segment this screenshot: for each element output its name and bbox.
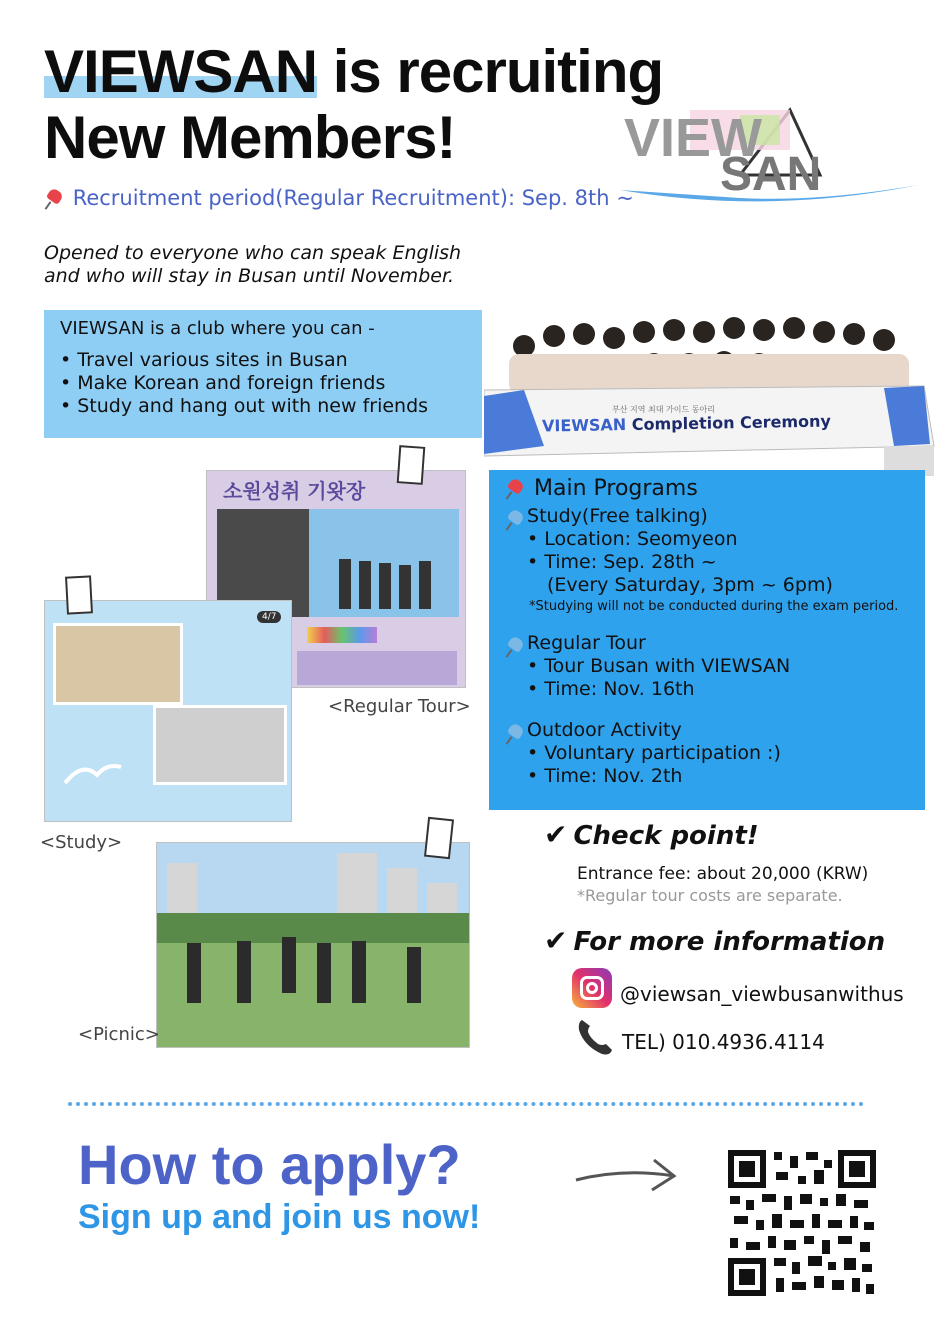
eligibility-text — [44, 242, 461, 288]
club-list — [60, 349, 466, 418]
banner-rest: Completion Ceremony — [626, 411, 832, 435]
qr-code[interactable] — [728, 1150, 876, 1296]
candy-decoration — [307, 627, 377, 643]
dotted-divider — [68, 1102, 864, 1106]
picnic-caption: <Picnic> — [78, 1024, 160, 1045]
title-line-2: New Members! — [44, 104, 456, 171]
regular-tour-caption: <Regular Tour> — [328, 696, 471, 717]
sign-up-text: Sign up and join us now! — [78, 1198, 481, 1236]
tape-decoration — [65, 575, 93, 614]
pushpin-icon — [44, 188, 66, 210]
list-item: • Voluntary participation :) — [527, 742, 909, 765]
info-heading-text: For more information — [573, 927, 886, 957]
list-item: • Location: Seomyeon — [527, 528, 909, 551]
study-photo — [44, 600, 292, 822]
pushpin-icon — [505, 509, 521, 525]
instagram-icon[interactable] — [572, 968, 612, 1008]
checkmark-icon: ✔ — [544, 924, 568, 957]
main-programs-box — [489, 470, 925, 810]
eligibility-line-1: Opened to everyone who can speak English — [44, 242, 462, 264]
viewsan-logo — [620, 90, 920, 210]
picnic-photo — [156, 842, 470, 1048]
title-rest: is recruiting — [317, 38, 664, 105]
outdoor-details — [505, 742, 909, 788]
phone-icon — [576, 1016, 616, 1058]
tape-decoration — [397, 445, 426, 485]
info-heading — [544, 924, 885, 957]
study-note: *Studying will not be conducted during the exam period. — [529, 599, 899, 614]
logo-text-top: VIEW — [624, 108, 763, 168]
pushpin-icon — [505, 478, 527, 500]
list-item: • Time: Sep. 28th ~ — [527, 551, 909, 574]
study-details — [505, 528, 909, 574]
checkpoint-heading-text: Check point! — [573, 821, 759, 851]
page-indicator: 4/7 — [257, 611, 281, 623]
checkmark-icon: ✔ — [544, 818, 568, 851]
pushpin-icon — [505, 636, 521, 652]
tour-program-title — [505, 632, 909, 655]
list-item: • Travel various sites in Busan — [60, 349, 466, 372]
title-line-1 — [44, 40, 663, 104]
seagull-icon — [63, 753, 123, 793]
how-to-apply-heading: How to apply? — [78, 1133, 461, 1196]
outdoor-title-text: Outdoor Activity — [527, 719, 682, 741]
checkpoint-heading — [544, 818, 759, 851]
programs-heading — [505, 476, 909, 501]
club-description-box — [44, 310, 482, 438]
recruitment-period-text: Recruitment period(Regular Recruitment): Sep. 8th ~ — [72, 186, 634, 210]
group-tour-photo — [309, 509, 459, 617]
study-photo-2 — [153, 705, 287, 785]
study-caption: <Study> — [40, 832, 123, 853]
telephone-number[interactable]: TEL) 010.4936.4114 — [622, 1030, 825, 1054]
title-highlight: VIEWSAN — [44, 38, 318, 105]
study-photo-1 — [53, 623, 183, 705]
tour-title-text: Regular Tour — [527, 632, 646, 654]
list-item: • Time: Nov. 16th — [527, 678, 909, 701]
study-title-text: Study(Free talking) — [527, 505, 708, 527]
tour-details — [505, 655, 909, 701]
list-item: • Tour Busan with VIEWSAN — [527, 655, 909, 678]
instagram-handle[interactable]: @viewsan_viewbusanwithus — [620, 982, 904, 1006]
tape-decoration — [424, 817, 454, 859]
group-photo — [484, 306, 940, 478]
banner-small-text: 부산 지역 최대 가이드 동아리 — [612, 405, 715, 414]
tour-photo-note — [297, 651, 457, 685]
logo-text-bottom: SAN — [720, 148, 822, 201]
outdoor-program-title — [505, 719, 909, 742]
study-time-sub: (Every Saturday, 3pm ~ 6pm) — [547, 574, 833, 596]
list-item: • Time: Nov. 2th — [527, 765, 909, 788]
study-program-title — [505, 505, 909, 528]
arrow-right-icon — [574, 1146, 684, 1196]
programs-heading-text: Main Programs — [534, 476, 698, 501]
pushpin-icon — [505, 723, 521, 739]
recruitment-period — [44, 186, 634, 210]
fee-note: *Regular tour costs are separate. — [577, 886, 843, 905]
eligibility-line-2: and who will stay in Busan until November. — [44, 265, 455, 287]
list-item: • Make Korean and foreign friends — [60, 372, 466, 395]
entrance-fee: Entrance fee: about 20,000 (KRW) — [577, 864, 869, 884]
tour-photo-title: 소원성취 기왓장 — [223, 479, 366, 503]
club-heading: VIEWSAN is a club where you can - — [60, 318, 375, 339]
banner-brand: VIEWSAN — [541, 415, 627, 436]
list-item: • Study and hang out with new friends — [60, 395, 466, 418]
